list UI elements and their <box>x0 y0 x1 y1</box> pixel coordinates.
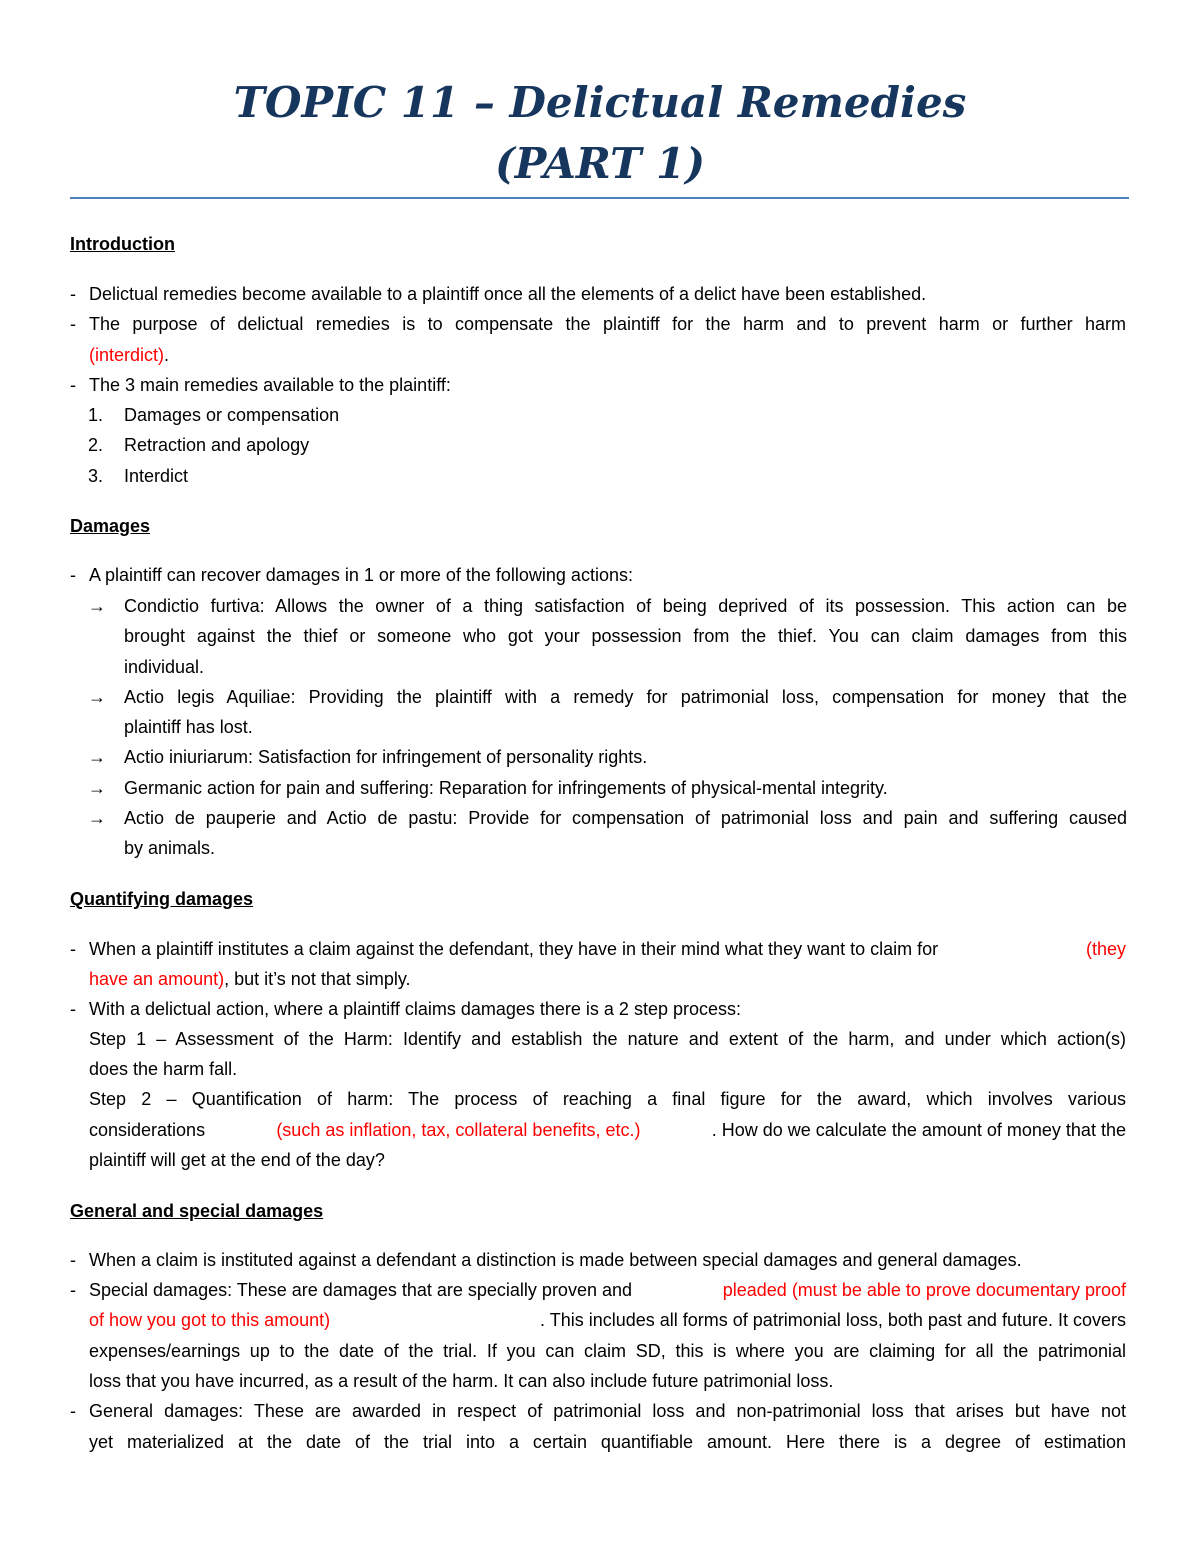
quantifying-text: , but it’s not that simply. <box>224 969 411 989</box>
item-text: Retraction and apology <box>124 435 310 455</box>
special-damages-line-4: loss that you have incurred, as a result of the harm. It can also include future patrimonial loss. <box>89 1371 834 1391</box>
section-introduction <box>0 229 1200 259</box>
list-item <box>0 309 1200 339</box>
step-1-line-1: Step 1 – Assessment of the Harm: Identify and establish the nature and extent of the harm, and under which action(s) <box>89 1029 1126 1049</box>
page-title: TOPIC 11 – Delictual Remedies <box>233 78 967 127</box>
item-number: 3. <box>88 466 104 486</box>
action-pauperie-line-1: Actio de pauperie and Actio de pastu: Provide for compensation of patrimonial loss and pain and suffering caused <box>124 808 1127 828</box>
list-item <box>0 1245 1200 1275</box>
bullet-dash: - <box>70 939 76 959</box>
step-2-text: considerations <box>89 1120 206 1140</box>
list-item-continuation <box>0 1336 1200 1366</box>
emphasis-text: of how you got to this amount) <box>89 1310 331 1330</box>
quantifying-bullet-2: With a delictual action, where a plaintiff claims damages there is a 2 step process: <box>89 999 741 1019</box>
quantifying-bullet-1-line-1 <box>89 934 1126 964</box>
intro-bullet-2-line-2 <box>89 340 169 370</box>
arrow-icon: → <box>88 778 106 798</box>
special-damages-line-2 <box>89 1305 1126 1335</box>
heading-damages: Damages <box>70 516 151 536</box>
bullet-dash: - <box>70 1280 76 1300</box>
arrow-item <box>0 591 1200 621</box>
item-text: Interdict <box>124 466 189 486</box>
step-2-line-1: Step 2 – Quantification of harm: The process of reaching a final figure for the award, which involves various <box>89 1089 1126 1109</box>
numbered-item <box>0 400 1200 430</box>
bullet-dash: - <box>70 314 76 334</box>
action-iniuriarum: Actio iniuriarum: Satisfaction for infringement of personality rights. <box>124 747 648 767</box>
step-2-line-2 <box>89 1115 1126 1145</box>
general-damages-line-1: General damages: These are awarded in respect of patrimonial loss and non-patrimonial loss that arises but have not <box>89 1401 1126 1421</box>
intro-bullet-2-end: . <box>164 345 170 365</box>
item-number: 2. <box>88 435 104 455</box>
list-item-continuation <box>0 1084 1200 1114</box>
list-item-continuation <box>0 1054 1200 1084</box>
arrow-item <box>0 803 1200 833</box>
special-damages-line-1 <box>89 1275 1126 1305</box>
numbered-item <box>0 461 1200 491</box>
numbered-item <box>0 430 1200 460</box>
list-item-continuation <box>0 1145 1200 1175</box>
section-quantifying <box>0 884 1200 914</box>
bullet-dash: - <box>70 375 76 395</box>
emphasis-text: (they <box>1085 939 1126 959</box>
emphasis-text: (interdict) <box>89 345 165 365</box>
item-text: Damages or compensation <box>124 405 340 425</box>
bullet-dash: - <box>70 999 76 1019</box>
action-aquiliae-line-2: plaintiff has lost. <box>124 717 253 737</box>
list-item-continuation <box>0 1427 1200 1457</box>
arrow-item <box>0 773 1200 803</box>
special-damages-line-3: expenses/earnings up to the date of the trial. If you can claim SD, this is where you are claiming for all the patrimonial <box>89 1341 1126 1361</box>
quantifying-text: When a plaintiff institutes a claim against the defendant, they have in their mind what they want to claim for <box>89 939 939 959</box>
arrow-icon: → <box>88 687 106 707</box>
arrow-item-continuation <box>0 712 1200 742</box>
heading-quantifying-damages: Quantifying damages <box>70 889 254 909</box>
bullet-dash: - <box>70 1401 76 1421</box>
emphasis-text: have an amount) <box>89 969 225 989</box>
list-item-continuation <box>0 1115 1200 1145</box>
list-item-continuation <box>0 340 1200 370</box>
title-divider <box>70 197 1129 199</box>
action-aquiliae-line-1: Actio legis Aquiliae: Providing the plaintiff with a remedy for patrimonial loss, compensation for money that the <box>124 687 1127 707</box>
list-item-continuation <box>0 1366 1200 1396</box>
step-2-line-3: plaintiff will get at the end of the day? <box>89 1150 385 1170</box>
list-item <box>0 370 1200 400</box>
section-damages <box>0 511 1200 541</box>
intro-bullet-3: The 3 main remedies available to the plaintiff: <box>89 375 451 395</box>
intro-bullet-2-line-1: The purpose of delictual remedies is to compensate the plaintiff for the harm and to prevent harm or further harm <box>89 314 1126 334</box>
item-number: 1. <box>88 405 104 425</box>
list-item-continuation <box>0 1305 1200 1335</box>
arrow-icon: → <box>88 747 106 767</box>
bullet-dash: - <box>70 565 76 585</box>
list-item-continuation <box>0 964 1200 994</box>
action-condictio-line-1: Condictio furtiva: Allows the owner of a thing satisfaction of being deprived of its possession. This action can be <box>124 596 1127 616</box>
general-damages-line-2: yet materialized at the date of the trial into a certain quantifiable amount. Here there is a degree of estimation <box>89 1432 1126 1452</box>
list-item <box>0 560 1200 590</box>
action-pauperie-line-2: by animals. <box>124 838 216 858</box>
step-2-text: . How do we calculate the amount of money that the <box>711 1120 1126 1140</box>
quantifying-bullet-1-line-2 <box>89 964 411 994</box>
bullet-dash: - <box>70 1250 76 1270</box>
list-item <box>0 1275 1200 1305</box>
list-item-continuation <box>0 1024 1200 1054</box>
list-item <box>0 279 1200 309</box>
intro-bullet-1: Delictual remedies become available to a plaintiff once all the elements of a delict have been established. <box>89 284 927 304</box>
page-subtitle: (PART 1) <box>494 139 706 188</box>
arrow-item <box>0 742 1200 772</box>
action-condictio-line-2: brought against the thief or someone who got your possession from the thief. You can claim damages from this <box>124 626 1127 646</box>
emphasis-text: (such as inflation, tax, collateral benefits, etc.) <box>276 1120 641 1140</box>
section-general-special <box>0 1196 1200 1226</box>
arrow-item-continuation <box>0 652 1200 682</box>
arrow-icon: → <box>88 808 106 828</box>
arrow-item-continuation <box>0 621 1200 651</box>
bullet-dash: - <box>70 284 76 304</box>
special-damages-text: . This includes all forms of patrimonial loss, both past and future. It covers <box>540 1310 1126 1330</box>
emphasis-text: pleaded (must be able to prove documentary proof <box>722 1280 1126 1300</box>
arrow-item <box>0 682 1200 712</box>
arrow-item-continuation <box>0 833 1200 863</box>
special-damages-text: Special damages: These are damages that are specially proven and <box>89 1280 632 1300</box>
list-item <box>0 994 1200 1024</box>
arrow-icon: → <box>88 596 106 616</box>
damages-bullet-1: A plaintiff can recover damages in 1 or more of the following actions: <box>89 565 633 585</box>
step-1-line-2: does the harm fall. <box>89 1059 238 1079</box>
heading-general-special-damages: General and special damages <box>70 1201 324 1221</box>
list-item <box>0 934 1200 964</box>
action-germanic: Germanic action for pain and suffering: Reparation for infringements of physical-mental integrity. <box>124 778 888 798</box>
list-item <box>0 1396 1200 1426</box>
action-condictio-line-3: individual. <box>124 657 205 677</box>
general-special-bullet-1: When a claim is instituted against a defendant a distinction is made between special damages and general damages. <box>89 1250 1022 1270</box>
heading-introduction: Introduction <box>70 234 175 254</box>
